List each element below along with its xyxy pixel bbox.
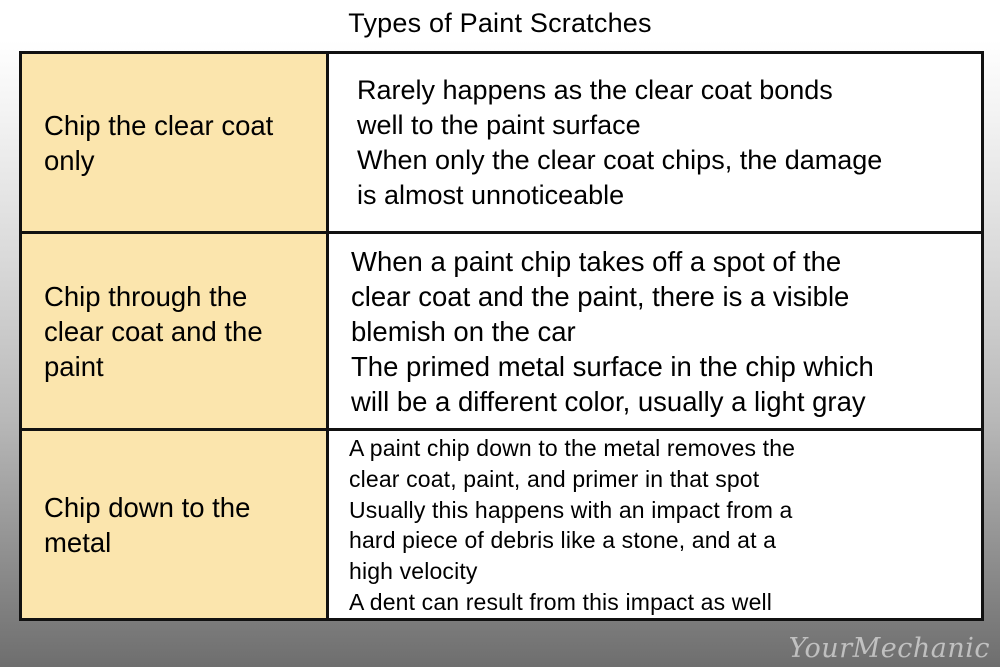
- scratch-types-table: [19, 51, 984, 621]
- description-line: A dent can result from this impact as well: [349, 588, 773, 615]
- description-line: The primed metal surface in the chip which: [351, 350, 874, 382]
- scratch-type-label-cell: [22, 54, 329, 231]
- scratch-type-label: Chip down to the metal: [44, 491, 251, 558]
- table-row: [22, 54, 981, 231]
- yourmechanic-watermark: YourMechanic: [788, 633, 990, 664]
- table-row: [22, 231, 981, 428]
- table-row: [22, 428, 981, 618]
- description-line: blemish on the car: [351, 315, 576, 347]
- scratch-type-label: Chip through the clear coat and the paint: [44, 280, 263, 382]
- description-line: will be a different color, usually a light gray: [351, 385, 866, 417]
- page-title: Types of Paint Scratches: [348, 8, 652, 38]
- description-line: When only the clear coat chips, the damage: [357, 144, 883, 175]
- description-line: clear coat, paint, and primer in that spot: [349, 465, 760, 492]
- description-line: When a paint chip takes off a spot of the: [351, 245, 842, 277]
- description-line: Rarely happens as the clear coat bonds: [357, 74, 833, 105]
- description-line: well to the paint surface: [357, 109, 641, 140]
- description-line: high velocity: [349, 558, 478, 585]
- scratch-description-cell: [329, 431, 981, 618]
- description-line: hard piece of debris like a stone, and at a: [349, 527, 777, 554]
- scratch-description-cell: [329, 54, 981, 231]
- description-line: A paint chip down to the metal removes the: [349, 435, 796, 461]
- scratch-type-label-cell: [22, 234, 329, 428]
- description-line: clear coat and the paint, there is a visible: [351, 280, 850, 312]
- scratch-type-label-cell: [22, 431, 329, 618]
- description-line: is almost unnoticeable: [357, 179, 625, 210]
- description-line: Usually this happens with an impact from a: [349, 496, 793, 523]
- scratch-description-cell: [329, 234, 981, 428]
- scratch-type-label: Chip the clear coat only: [44, 109, 274, 176]
